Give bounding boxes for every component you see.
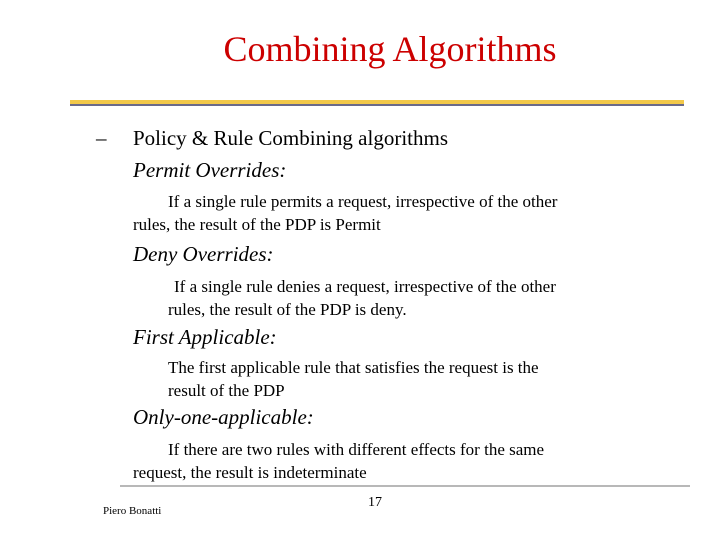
title-underline <box>70 100 684 106</box>
algorithm-desc-line: result of the PDP <box>168 381 285 400</box>
algorithm-desc-line: The first applicable rule that satisfies the request is the <box>168 358 539 377</box>
slide-title: Combining Algorithms <box>223 29 557 69</box>
algorithm-heading-first-applicable: First Applicable: <box>133 325 277 349</box>
algorithm-desc-line: request, the result is indeterminate <box>133 463 367 482</box>
algorithm-desc-line: If a single rule denies a request, irrespective of the other <box>174 277 556 296</box>
bullet-text: Policy & Rule Combining algorithms <box>133 126 448 150</box>
bullet-dash: – <box>96 126 107 150</box>
algorithm-heading-permit-overrides: Permit Overrides: <box>133 158 287 182</box>
algorithm-desc-line: If there are two rules with different effects for the same <box>168 440 545 459</box>
page-number: 17 <box>368 495 382 510</box>
algorithm-desc-line: rules, the result of the PDP is Permit <box>133 215 381 234</box>
algorithm-heading-only-one-applicable: Only-one-applicable: <box>133 405 314 429</box>
algorithm-desc-line: If a single rule permits a request, irrespective of the other <box>168 192 558 211</box>
footer-author: Piero Bonatti <box>103 505 162 517</box>
algorithm-heading-deny-overrides: Deny Overrides: <box>133 242 274 266</box>
footer-divider <box>120 485 690 487</box>
algorithm-desc-line: rules, the result of the PDP is deny. <box>168 300 407 319</box>
